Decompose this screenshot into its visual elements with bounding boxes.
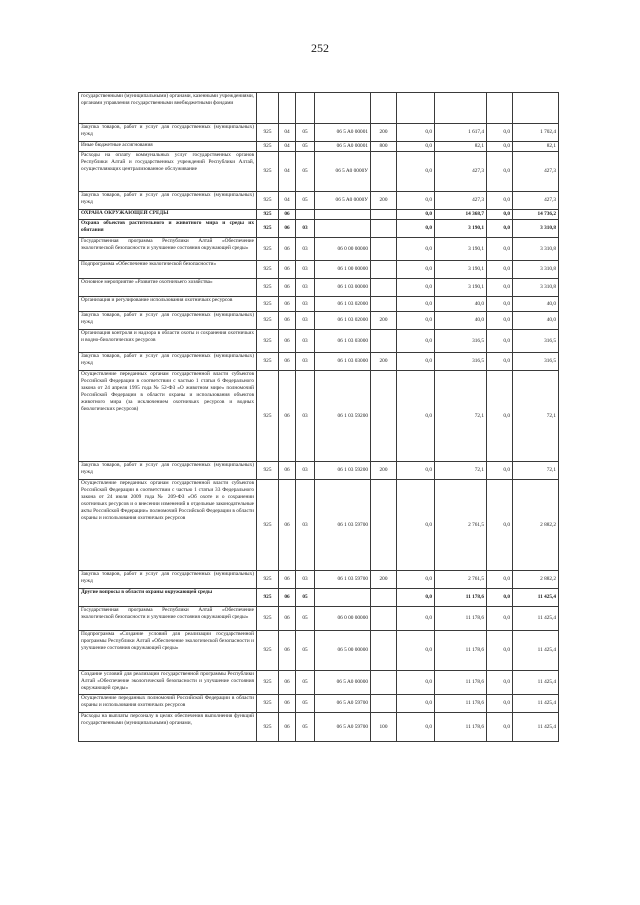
- cell-v3: 0,0: [487, 589, 513, 607]
- cell-pr: 03: [296, 371, 315, 462]
- cell-v2: 11 178,6: [435, 631, 487, 671]
- cell-v2: 14 368,7: [435, 210, 487, 220]
- cell-vr: 200: [371, 353, 397, 371]
- cell-v1: 0,0: [397, 571, 435, 589]
- cell-ved: 925: [257, 353, 279, 371]
- cell-v1: 0,0: [397, 713, 435, 742]
- cell-csr: 06 5 A0 00001: [315, 142, 371, 152]
- cell-v3: 0,0: [487, 220, 513, 238]
- table-row: [79, 353, 559, 371]
- table-row: [79, 713, 559, 742]
- cell-v1: 0,0: [397, 312, 435, 330]
- cell-ved: 925: [257, 371, 279, 462]
- cell-pr: [296, 93, 315, 124]
- cell-v3: 0,0: [487, 261, 513, 279]
- cell-v2: 3 190,1: [435, 279, 487, 297]
- cell-rz: 04: [279, 192, 296, 210]
- cell-vr: [371, 371, 397, 462]
- cell-ved: 925: [257, 607, 279, 631]
- cell-v4: 427,3: [513, 152, 559, 192]
- cell-v4: 11 425,4: [513, 631, 559, 671]
- cell-v4: 40,0: [513, 312, 559, 330]
- cell-vr: 200: [371, 124, 397, 142]
- cell-rz: 06: [279, 297, 296, 312]
- cell-v3: 0,0: [487, 210, 513, 220]
- cell-csr: 06 5 A0 00001: [315, 124, 371, 142]
- cell-vr: 200: [371, 571, 397, 589]
- table-row: [79, 152, 559, 192]
- cell-csr: 06 1 03 59200: [315, 371, 371, 462]
- cell-v4: 3 310,8: [513, 261, 559, 279]
- table-row: [79, 261, 559, 279]
- cell-rz: 06: [279, 631, 296, 671]
- cell-v4: [513, 93, 559, 124]
- cell-name: Охрана объектов растительного и животного мира и среды их обитания: [79, 220, 257, 238]
- cell-v1: 0,0: [397, 297, 435, 312]
- cell-vr: [371, 261, 397, 279]
- cell-vr: [371, 695, 397, 713]
- cell-v1: 0,0: [397, 220, 435, 238]
- table-row: [79, 571, 559, 589]
- cell-rz: 04: [279, 152, 296, 192]
- cell-v1: 0,0: [397, 631, 435, 671]
- cell-vr: [371, 631, 397, 671]
- cell-v4: 11 425,4: [513, 695, 559, 713]
- cell-v2: 427,3: [435, 152, 487, 192]
- table-row: [79, 210, 559, 220]
- table-row: [79, 312, 559, 330]
- cell-ved: 925: [257, 695, 279, 713]
- cell-rz: 06: [279, 607, 296, 631]
- cell-v1: 0,0: [397, 589, 435, 607]
- cell-v4: 82,1: [513, 142, 559, 152]
- cell-name: Иные бюджетные ассигнования: [79, 142, 257, 152]
- cell-ved: 925: [257, 713, 279, 742]
- cell-rz: 06: [279, 312, 296, 330]
- cell-v4: 11 425,4: [513, 713, 559, 742]
- cell-v2: 316,5: [435, 330, 487, 353]
- cell-pr: 03: [296, 312, 315, 330]
- cell-csr: 06 5 A0 0000У: [315, 192, 371, 210]
- table-row: [79, 371, 559, 462]
- cell-csr: 06 0 00 00000: [315, 607, 371, 631]
- cell-csr: 06 5 A0 59700: [315, 713, 371, 742]
- cell-pr: 03: [296, 330, 315, 353]
- cell-v4: 316,5: [513, 330, 559, 353]
- cell-ved: 925: [257, 297, 279, 312]
- cell-ved: 925: [257, 279, 279, 297]
- cell-v1: 0,0: [397, 330, 435, 353]
- cell-v4: 72,1: [513, 371, 559, 462]
- cell-csr: [315, 220, 371, 238]
- cell-pr: 03: [296, 480, 315, 571]
- cell-v2: 2 761,5: [435, 571, 487, 589]
- cell-v3: 0,0: [487, 571, 513, 589]
- cell-v2: 3 190,1: [435, 261, 487, 279]
- cell-rz: 06: [279, 480, 296, 571]
- cell-pr: 03: [296, 297, 315, 312]
- cell-csr: 06 5 00 00000: [315, 631, 371, 671]
- cell-pr: 03: [296, 353, 315, 371]
- cell-v4: 316,5: [513, 353, 559, 371]
- table-row: [79, 142, 559, 152]
- cell-rz: 04: [279, 124, 296, 142]
- cell-v2: 3 190,1: [435, 220, 487, 238]
- cell-name: Расходы на выплаты персоналу в целях обеспечения выполнения функций государственными (муниципальными) органами,: [79, 713, 257, 742]
- cell-v4: 3 310,8: [513, 220, 559, 238]
- cell-v2: 11 178,6: [435, 695, 487, 713]
- cell-ved: 925: [257, 312, 279, 330]
- cell-v3: 0,0: [487, 695, 513, 713]
- cell-pr: 03: [296, 571, 315, 589]
- cell-name: Осуществление переданных полномочий Российской Федерации в области охраны и использования охотничьих ресурсов: [79, 695, 257, 713]
- cell-pr: [296, 210, 315, 220]
- cell-vr: 200: [371, 312, 397, 330]
- cell-name: ОХРАНА ОКРУЖАЮЩЕЙ СРЕДЫ: [79, 210, 257, 220]
- cell-v4: 427,3: [513, 192, 559, 210]
- cell-pr: 03: [296, 279, 315, 297]
- cell-v3: 0,0: [487, 480, 513, 571]
- cell-vr: [371, 210, 397, 220]
- cell-v2: 82,1: [435, 142, 487, 152]
- cell-ved: 925: [257, 671, 279, 695]
- cell-rz: 06: [279, 353, 296, 371]
- cell-name: Осуществление переданных органам государственной власти субъектов Российской Федерации в соответствии с частью 1 статьи 6 Федерального закона от 24 апреля 1995 года № 52-ФЗ «О животном мире» полномочий Российской Федерации в области охраны и использования объектов животного мира (за исключением охотничьих ресурсов и водных биологических ресурсов): [79, 371, 257, 462]
- cell-ved: 925: [257, 152, 279, 192]
- cell-v1: 0,0: [397, 210, 435, 220]
- table-row: [79, 124, 559, 142]
- cell-v3: 0,0: [487, 124, 513, 142]
- cell-csr: 06 1 03 59700: [315, 480, 371, 571]
- cell-v3: 0,0: [487, 353, 513, 371]
- cell-ved: [257, 93, 279, 124]
- cell-rz: 06: [279, 695, 296, 713]
- cell-v3: 0,0: [487, 671, 513, 695]
- cell-csr: 06 5 A0 59700: [315, 695, 371, 713]
- cell-vr: 200: [371, 192, 397, 210]
- cell-csr: 06 1 03 02000: [315, 297, 371, 312]
- cell-rz: 06: [279, 220, 296, 238]
- cell-v3: 0,0: [487, 607, 513, 631]
- cell-v1: 0,0: [397, 261, 435, 279]
- cell-v2: [435, 93, 487, 124]
- cell-v4: 40,0: [513, 297, 559, 312]
- cell-ved: 925: [257, 210, 279, 220]
- cell-csr: [315, 210, 371, 220]
- cell-csr: 06 1 03 59200: [315, 462, 371, 480]
- cell-name: Другие вопросы в области охраны окружающей среды: [79, 589, 257, 607]
- cell-pr: 05: [296, 671, 315, 695]
- cell-v2: 40,0: [435, 297, 487, 312]
- table-row: [79, 480, 559, 571]
- cell-v4: 3 310,8: [513, 238, 559, 261]
- cell-rz: 06: [279, 330, 296, 353]
- cell-name: Государственная программа Республики Алтай «Обеспечение экологической безопасности и улучшение состояния окружающей среды»: [79, 238, 257, 261]
- cell-csr: 06 1 03 03000: [315, 353, 371, 371]
- cell-csr: 06 1 03 03000: [315, 330, 371, 353]
- cell-ved: 925: [257, 124, 279, 142]
- cell-vr: [371, 238, 397, 261]
- cell-v3: 0,0: [487, 371, 513, 462]
- cell-csr: 06 1 00 00000: [315, 261, 371, 279]
- table-row: [79, 462, 559, 480]
- cell-v1: 0,0: [397, 462, 435, 480]
- cell-v1: 0,0: [397, 192, 435, 210]
- cell-v1: 0,0: [397, 124, 435, 142]
- cell-vr: 100: [371, 713, 397, 742]
- cell-ved: 925: [257, 192, 279, 210]
- cell-csr: [315, 589, 371, 607]
- cell-v3: 0,0: [487, 152, 513, 192]
- cell-pr: 05: [296, 142, 315, 152]
- cell-name: Создание условий для реализации государственной программы Республики Алтай «Обеспечение экологической безопасности и улучшение состояния окружающей среды»: [79, 671, 257, 695]
- cell-rz: 06: [279, 462, 296, 480]
- cell-pr: 03: [296, 462, 315, 480]
- cell-v3: 0,0: [487, 279, 513, 297]
- cell-v3: 0,0: [487, 192, 513, 210]
- table-row: [79, 671, 559, 695]
- cell-ved: 925: [257, 631, 279, 671]
- cell-v2: 11 178,6: [435, 589, 487, 607]
- cell-pr: 03: [296, 220, 315, 238]
- cell-ved: 925: [257, 261, 279, 279]
- cell-v4: 1 702,4: [513, 124, 559, 142]
- cell-csr: 06 1 03 02000: [315, 312, 371, 330]
- table-row: [79, 238, 559, 261]
- cell-name: государственными (муниципальными) органами, казенными учреждениями, органами управления государственными внебюджетными фондами: [79, 93, 257, 124]
- cell-v1: 0,0: [397, 695, 435, 713]
- cell-v1: 0,0: [397, 607, 435, 631]
- cell-v2: 11 178,6: [435, 607, 487, 631]
- cell-name: Организация контроля и надзора в области охоты и сохранения охотничьих и водно-биологических ресурсов: [79, 330, 257, 353]
- cell-v2: 427,3: [435, 192, 487, 210]
- cell-csr: 06 1 03 00000: [315, 279, 371, 297]
- cell-v4: 14 736,2: [513, 210, 559, 220]
- cell-v4: 3 310,8: [513, 279, 559, 297]
- cell-v2: 316,5: [435, 353, 487, 371]
- cell-vr: [371, 589, 397, 607]
- cell-name: Закупка товаров, работ и услуг для государственных (муниципальных) нужд: [79, 192, 257, 210]
- cell-v1: 0,0: [397, 238, 435, 261]
- cell-v2: 40,0: [435, 312, 487, 330]
- cell-vr: [371, 607, 397, 631]
- table-row: [79, 220, 559, 238]
- cell-v1: 0,0: [397, 371, 435, 462]
- cell-v4: 72,1: [513, 462, 559, 480]
- cell-v4: 11 425,4: [513, 671, 559, 695]
- cell-pr: 05: [296, 607, 315, 631]
- cell-ved: 925: [257, 220, 279, 238]
- cell-rz: [279, 93, 296, 124]
- table-row: [79, 297, 559, 312]
- cell-v1: 0,0: [397, 279, 435, 297]
- table-row: [79, 607, 559, 631]
- cell-csr: 06 5 A0 00000: [315, 671, 371, 695]
- cell-vr: [371, 152, 397, 192]
- cell-name: Подпрограмма «Создание условий для реализации государственной программы Республики Алтай «Обеспечение экологической безопасности и улучшение состояния окружающей среды»: [79, 631, 257, 671]
- cell-rz: 06: [279, 279, 296, 297]
- cell-v1: 0,0: [397, 142, 435, 152]
- cell-v1: 0,0: [397, 480, 435, 571]
- cell-pr: 03: [296, 238, 315, 261]
- page-number: 252: [311, 41, 329, 55]
- cell-v3: 0,0: [487, 631, 513, 671]
- cell-ved: 925: [257, 238, 279, 261]
- cell-csr: 06 5 A0 0000У: [315, 152, 371, 192]
- cell-pr: 05: [296, 631, 315, 671]
- cell-v2: 1 617,4: [435, 124, 487, 142]
- cell-name: Основное мероприятие «Развитие охотничьего хозяйства»: [79, 279, 257, 297]
- table-row: [79, 279, 559, 297]
- cell-vr: 200: [371, 462, 397, 480]
- cell-name: Закупка товаров, работ и услуг для государственных (муниципальных) нужд: [79, 571, 257, 589]
- cell-name: Подпрограмма «Обеспечение экологической безопасности»: [79, 261, 257, 279]
- cell-pr: 05: [296, 713, 315, 742]
- cell-vr: 800: [371, 142, 397, 152]
- table-row: [79, 330, 559, 353]
- cell-rz: 06: [279, 671, 296, 695]
- cell-rz: 06: [279, 589, 296, 607]
- cell-vr: [371, 279, 397, 297]
- cell-vr: [371, 330, 397, 353]
- cell-name: Государственная программа Республики Алтай «Обеспечение экологической безопасности и улучшение состояния окружающей среды»: [79, 607, 257, 631]
- cell-name: Закупка товаров, работ и услуг для государственных (муниципальных) нужд: [79, 353, 257, 371]
- cell-csr: 06 1 03 59700: [315, 571, 371, 589]
- cell-csr: 06 0 00 00000: [315, 238, 371, 261]
- cell-ved: 925: [257, 330, 279, 353]
- cell-v2: 11 178,6: [435, 671, 487, 695]
- cell-v4: 11 425,4: [513, 607, 559, 631]
- table-row: [79, 631, 559, 671]
- table-row: [79, 192, 559, 210]
- table-row: [79, 695, 559, 713]
- cell-v2: 72,1: [435, 462, 487, 480]
- cell-vr: [371, 93, 397, 124]
- cell-ved: 925: [257, 462, 279, 480]
- cell-pr: 05: [296, 124, 315, 142]
- cell-v3: 0,0: [487, 297, 513, 312]
- cell-ved: 925: [257, 142, 279, 152]
- cell-name: Организация и регулирование использования охотничьих ресурсов: [79, 297, 257, 312]
- cell-rz: 06: [279, 261, 296, 279]
- cell-v1: [397, 93, 435, 124]
- cell-v1: 0,0: [397, 671, 435, 695]
- cell-v3: 0,0: [487, 142, 513, 152]
- cell-v3: 0,0: [487, 330, 513, 353]
- cell-vr: [371, 671, 397, 695]
- cell-name: Закупка товаров, работ и услуг для государственных (муниципальных) нужд: [79, 312, 257, 330]
- cell-pr: 05: [296, 695, 315, 713]
- cell-v3: 0,0: [487, 312, 513, 330]
- budget-table: [78, 92, 559, 742]
- cell-pr: 05: [296, 192, 315, 210]
- cell-v3: [487, 93, 513, 124]
- table-row: [79, 93, 559, 124]
- cell-rz: 06: [279, 571, 296, 589]
- cell-ved: 925: [257, 571, 279, 589]
- cell-v1: 0,0: [397, 152, 435, 192]
- cell-name: Закупка товаров, работ и услуг для государственных (муниципальных) нужд: [79, 462, 257, 480]
- cell-rz: 06: [279, 210, 296, 220]
- cell-pr: 05: [296, 589, 315, 607]
- cell-v1: 0,0: [397, 353, 435, 371]
- cell-name: Осуществление переданных органам государственной власти субъектов Российской Федерации в соответствии с частью 1 статьи 33 Федерального закона от 24 июля 2009 года № 209-ФЗ «Об охоте и о сохранении охотничьих ресурсов и о внесении изменений в отдельные законодательные акты Российской Федерации» полномочий Российской Федерации в области охраны и использования охотничьих ресурсов: [79, 480, 257, 571]
- cell-ved: 925: [257, 480, 279, 571]
- cell-rz: 06: [279, 238, 296, 261]
- cell-v2: 3 190,1: [435, 238, 487, 261]
- cell-rz: 06: [279, 371, 296, 462]
- cell-v4: 11 425,4: [513, 589, 559, 607]
- cell-vr: [371, 297, 397, 312]
- cell-pr: 03: [296, 261, 315, 279]
- cell-vr: [371, 220, 397, 238]
- cell-v3: 0,0: [487, 462, 513, 480]
- cell-name: Закупка товаров, работ и услуг для государственных (муниципальных) нужд: [79, 124, 257, 142]
- cell-v2: 11 178,6: [435, 713, 487, 742]
- cell-v3: 0,0: [487, 713, 513, 742]
- cell-vr: [371, 480, 397, 571]
- cell-v4: 2 882,2: [513, 480, 559, 571]
- cell-v3: 0,0: [487, 238, 513, 261]
- cell-v2: 2 761,5: [435, 480, 487, 571]
- cell-name: Расходы на оплату коммунальных услуг государственных органов Республики Алтай и государственных учреждений Республики Алтай, осуществляющих централизованное обслуживание: [79, 152, 257, 192]
- cell-pr: 05: [296, 152, 315, 192]
- cell-v4: 2 882,2: [513, 571, 559, 589]
- cell-ved: 925: [257, 589, 279, 607]
- cell-rz: 04: [279, 142, 296, 152]
- cell-csr: [315, 93, 371, 124]
- cell-v2: 72,1: [435, 371, 487, 462]
- cell-rz: 06: [279, 713, 296, 742]
- table-row: [79, 589, 559, 607]
